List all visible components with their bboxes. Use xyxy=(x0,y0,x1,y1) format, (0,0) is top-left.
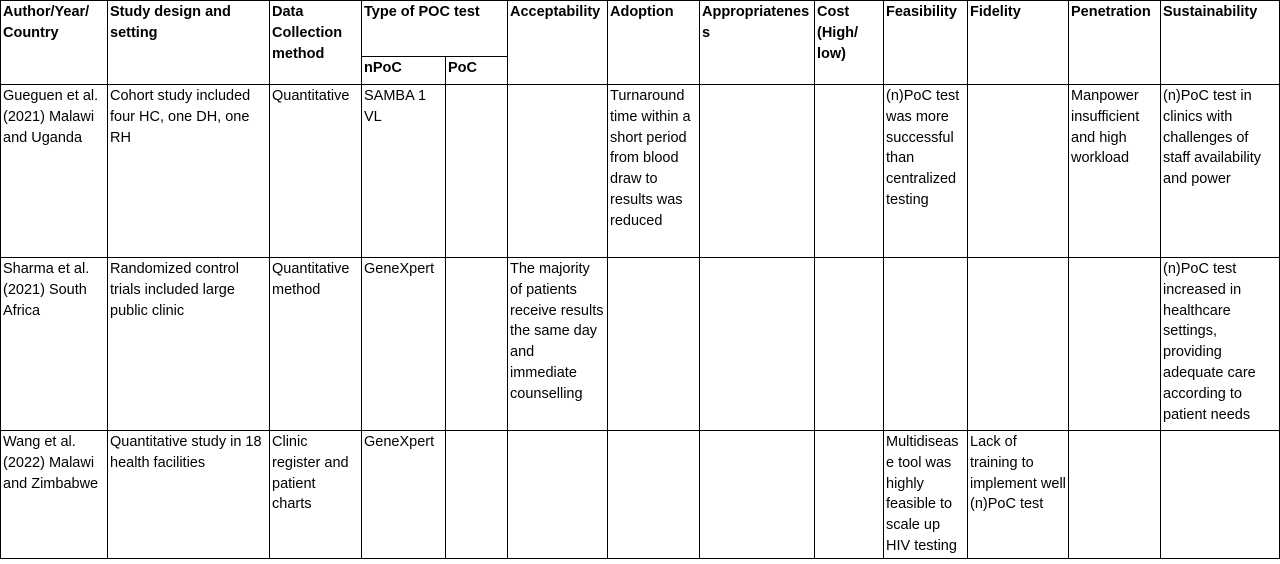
cell-adoption xyxy=(608,258,700,431)
cell-author: Wang et al. (2022) Malawi and Zimbabwe xyxy=(1,431,108,559)
cell-adoption xyxy=(608,431,700,559)
cell-method: Quantitative xyxy=(270,85,362,258)
table-row xyxy=(1,431,1280,559)
cell-appropriateness xyxy=(700,258,815,431)
cell-author: Gueguen et al. (2021) Malawi and Uganda xyxy=(1,85,108,258)
cell-npoc: GeneXpert xyxy=(362,258,446,431)
cell-appropriateness xyxy=(700,431,815,559)
cell-sustainability: (n)PoC test increased in healthcare settings, providing adequate care according to patient needs xyxy=(1161,258,1280,431)
header-feasibility: Feasibility xyxy=(884,1,968,85)
header-cost: Cost (High/ low) xyxy=(815,1,884,85)
header-poc: PoC xyxy=(446,57,508,85)
cell-penetration xyxy=(1069,431,1161,559)
cell-acceptability: The majority of patients receive results the same day and immediate counselling xyxy=(508,258,608,431)
header-method: Data Collection method xyxy=(270,1,362,85)
cell-fidelity xyxy=(968,258,1069,431)
cell-adoption: Turnaround time within a short period from blood draw to results was reduced xyxy=(608,85,700,258)
cell-cost xyxy=(815,258,884,431)
header-row xyxy=(1,1,1280,57)
cell-poc xyxy=(446,85,508,258)
cell-poc xyxy=(446,431,508,559)
header-fidelity: Fidelity xyxy=(968,1,1069,85)
cell-cost xyxy=(815,85,884,258)
cell-feasibility: Multidisease tool was highly feasible to scale up HIV testing xyxy=(884,431,968,559)
cell-feasibility: (n)PoC test was more successful than centralized testing xyxy=(884,85,968,258)
cell-sustainability: (n)PoC test in clinics with challenges of staff availability and power xyxy=(1161,85,1280,258)
cell-method: Quantitative method xyxy=(270,258,362,431)
header-sustainability: Sustainability xyxy=(1161,1,1280,85)
header-adoption: Adoption xyxy=(608,1,700,85)
cell-appropriateness xyxy=(700,85,815,258)
cell-author: Sharma et al. (2021) South Africa xyxy=(1,258,108,431)
cell-npoc: SAMBA 1 VL xyxy=(362,85,446,258)
cell-cost xyxy=(815,431,884,559)
cell-fidelity: Lack of training to implement well (n)PoC test xyxy=(968,431,1069,559)
header-penetration: Penetration xyxy=(1069,1,1161,85)
header-acceptability: Acceptability xyxy=(508,1,608,85)
cell-fidelity xyxy=(968,85,1069,258)
header-author: Author/Year/ Country xyxy=(1,1,108,85)
cell-sustainability xyxy=(1161,431,1280,559)
cell-poc xyxy=(446,258,508,431)
table-row xyxy=(1,85,1280,258)
cell-penetration: Manpower insufficient and high workload xyxy=(1069,85,1161,258)
cell-design: Cohort study included four HC, one DH, one RH xyxy=(108,85,270,258)
cell-design: Quantitative study in 18 health facilities xyxy=(108,431,270,559)
cell-acceptability xyxy=(508,85,608,258)
header-npoc: nPoC xyxy=(362,57,446,85)
table-row xyxy=(1,258,1280,431)
cell-design: Randomized control trials included large public clinic xyxy=(108,258,270,431)
cell-method: Clinic register and patient charts xyxy=(270,431,362,559)
cell-acceptability xyxy=(508,431,608,559)
cell-npoc: GeneXpert xyxy=(362,431,446,559)
header-type: Type of POC test xyxy=(362,1,508,57)
header-design: Study design and setting xyxy=(108,1,270,85)
cell-feasibility xyxy=(884,258,968,431)
header-appropriateness: Appropriateness xyxy=(700,1,815,85)
cell-penetration xyxy=(1069,258,1161,431)
